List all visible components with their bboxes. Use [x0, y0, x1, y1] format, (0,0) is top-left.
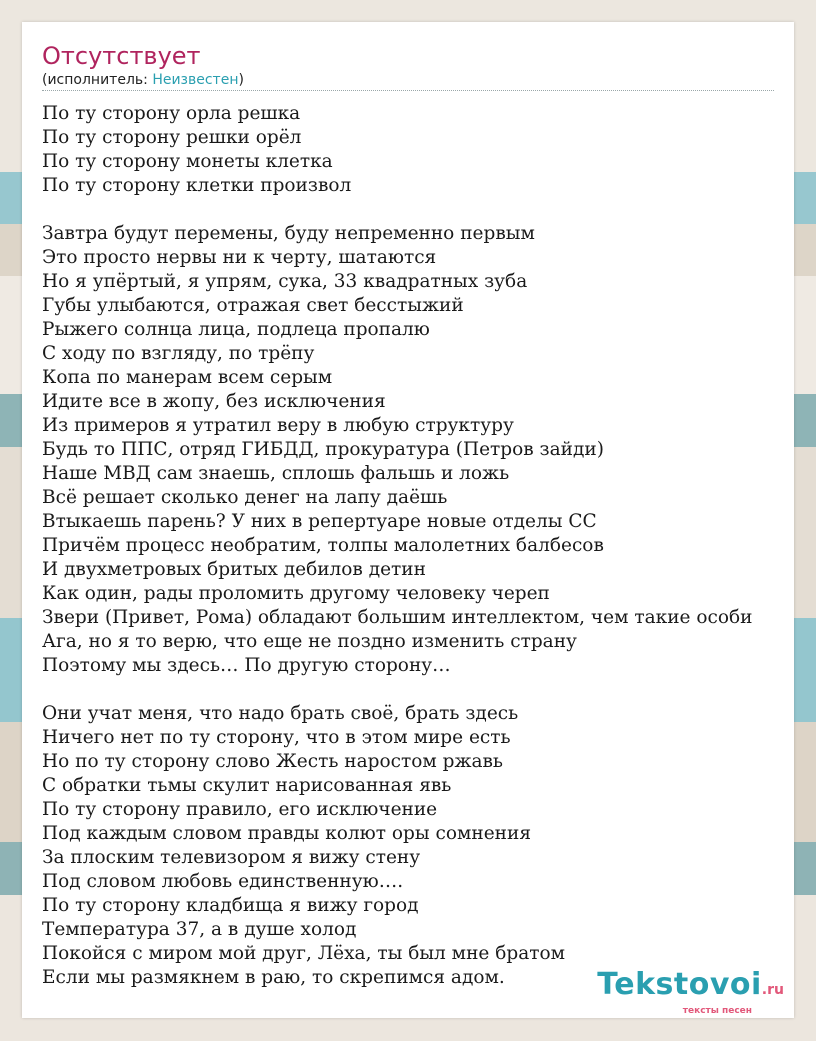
lyric-line: Но я упёртый, я упрям, сука, 33 квадратных зуба	[42, 271, 528, 292]
lyrics-card	[22, 22, 794, 1018]
lyric-line: Ничего нет по ту сторону, что в этом мире есть	[42, 727, 511, 748]
lyric-line: Температура 37, а в душе холод	[42, 919, 357, 940]
lyric-line: По ту сторону орла решка	[42, 103, 301, 124]
site-logo[interactable]	[597, 969, 784, 1016]
lyric-line: Поэтому мы здесь… По другую сторону…	[42, 655, 451, 676]
lyric-line	[42, 198, 752, 222]
lyric-line: Втыкаешь парень? У них в репертуаре новые отделы СС	[42, 511, 597, 532]
lyric-line: Идите все в жопу, без исключения	[42, 391, 386, 412]
lyric-line: По ту сторону правило, его исключение	[42, 799, 438, 820]
artist-prefix: (исполнитель:	[42, 72, 153, 88]
lyrics-text	[42, 102, 752, 990]
lyric-line: По ту сторону монеты клетка	[42, 151, 333, 172]
lyric-line: Но по ту сторону слово Жесть наростом ржавь	[42, 751, 504, 772]
artist-link[interactable]: Неизвестен	[152, 72, 239, 88]
logo-wordmark	[597, 969, 784, 1006]
lyric-line: По ту сторону клетки произвол	[42, 175, 352, 196]
logo-tagline: тексты песен	[682, 1006, 752, 1016]
lyric-line: Наше МВД сам знаешь, сплошь фальшь и ложь	[42, 463, 510, 484]
artist-suffix: )	[238, 72, 244, 88]
lyric-line: Под каждым словом правды колют оры сомнения	[42, 823, 531, 844]
artist-line	[42, 71, 244, 89]
logo-name: Tekstovoi	[597, 967, 762, 1002]
lyric-line: Если мы размякнем в раю, то скрепимся адом.	[42, 967, 505, 988]
lyric-line: По ту сторону кладбища я вижу город	[42, 895, 419, 916]
lyric-line: Под словом любовь единственную….	[42, 871, 404, 892]
lyric-line: Покойся с миром мой друг, Лёха, ты был мне братом	[42, 943, 566, 964]
song-title: Отсутствует	[42, 42, 201, 70]
lyric-line: Они учат меня, что надо брать своё, брать здесь	[42, 703, 519, 724]
logo-tld: .ru	[761, 982, 784, 998]
lyric-line	[42, 678, 752, 702]
lyric-line: За плоским телевизором я вижу стену	[42, 847, 421, 868]
lyric-line: С ходу по взгляду, по трёпу	[42, 343, 315, 364]
title-divider	[42, 90, 774, 91]
lyric-line: Ага, но я то верю, что еще не поздно изменить страну	[42, 631, 577, 652]
lyric-line: И двухметровых бритых дебилов детин	[42, 559, 426, 580]
lyric-line: Рыжего солнца лица, подлеца пропалю	[42, 319, 430, 340]
lyric-line: Причём процесс необратим, толпы малолетних балбесов	[42, 535, 604, 556]
lyric-line: Губы улыбаются, отражая свет бесстыжий	[42, 295, 464, 316]
lyric-line: Завтра будут перемены, буду непременно первым	[42, 223, 535, 244]
lyric-line: Всё решает сколько денег на лапу даёшь	[42, 487, 448, 508]
lyric-line: Это просто нервы ни к черту, шатаются	[42, 247, 437, 268]
lyric-line: Звери (Привет, Рома) обладают большим интеллектом, чем такие особи	[42, 607, 753, 628]
lyric-line: По ту сторону решки орёл	[42, 127, 302, 148]
lyric-line: Копа по манерам всем серым	[42, 367, 333, 388]
lyric-line: Как один, рады проломить другому человеку череп	[42, 583, 550, 604]
lyric-line: Будь то ППС, отряд ГИБДД, прокуратура (Петров зайди)	[42, 439, 604, 460]
lyric-line: Из примеров я утратил веру в любую структуру	[42, 415, 514, 436]
lyric-line: С обратки тьмы скулит нарисованная явь	[42, 775, 452, 796]
